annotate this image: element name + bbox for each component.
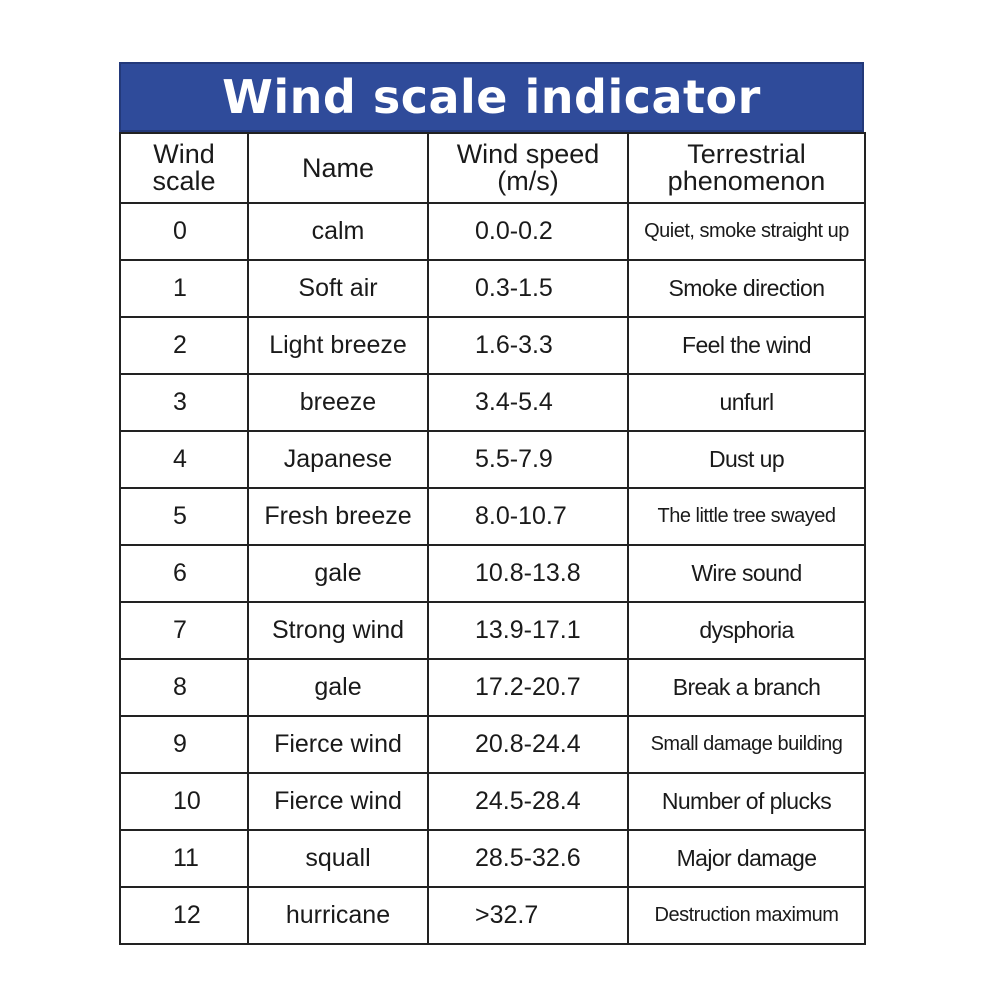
cell-name: calm: [248, 203, 428, 260]
cell-scale: 1: [120, 260, 248, 317]
table-row: [120, 545, 865, 602]
cell-scale: 10: [120, 773, 248, 830]
cell-speed: 0.3-1.5: [428, 260, 628, 317]
cell-name: Light breeze: [248, 317, 428, 374]
cell-phenomenon: Smoke direction: [628, 260, 865, 317]
table-row: [120, 830, 865, 887]
cell-phenomenon: Dust up: [628, 431, 865, 488]
cell-speed: 0.0-0.2: [428, 203, 628, 260]
cell-name: Fierce wind: [248, 773, 428, 830]
cell-phenomenon: Quiet, smoke straight up: [628, 203, 865, 260]
cell-name: breeze: [248, 374, 428, 431]
cell-phenomenon: Feel the wind: [628, 317, 865, 374]
table-row: [120, 488, 865, 545]
cell-scale: 7: [120, 602, 248, 659]
cell-speed: 3.4-5.4: [428, 374, 628, 431]
cell-speed: 13.9-17.1: [428, 602, 628, 659]
cell-speed: 17.2-20.7: [428, 659, 628, 716]
cell-speed: 24.5-28.4: [428, 773, 628, 830]
cell-phenomenon: Small damage building: [628, 716, 865, 773]
cell-phenomenon: Break a branch: [628, 659, 865, 716]
table-row: [120, 659, 865, 716]
cell-name: Japanese: [248, 431, 428, 488]
cell-scale: 0: [120, 203, 248, 260]
cell-scale: 8: [120, 659, 248, 716]
table-row: [120, 374, 865, 431]
cell-name: Soft air: [248, 260, 428, 317]
cell-scale: 2: [120, 317, 248, 374]
cell-scale: 12: [120, 887, 248, 944]
page-title: Wind scale indicator: [222, 70, 761, 124]
cell-name: gale: [248, 545, 428, 602]
title-banner: [119, 62, 864, 132]
cell-phenomenon: Major damage: [628, 830, 865, 887]
cell-name: Strong wind: [248, 602, 428, 659]
table-row: [120, 716, 865, 773]
table-row: [120, 317, 865, 374]
cell-phenomenon: The little tree swayed: [628, 488, 865, 545]
cell-scale: 4: [120, 431, 248, 488]
cell-speed: 5.5-7.9: [428, 431, 628, 488]
cell-name: Fierce wind: [248, 716, 428, 773]
cell-scale: 3: [120, 374, 248, 431]
table-row: [120, 602, 865, 659]
cell-phenomenon: dysphoria: [628, 602, 865, 659]
cell-speed: 28.5-32.6: [428, 830, 628, 887]
cell-speed: 8.0-10.7: [428, 488, 628, 545]
cell-scale: 6: [120, 545, 248, 602]
table-row: [120, 887, 865, 944]
column-header-scale: Wind scale: [120, 133, 248, 203]
cell-scale: 5: [120, 488, 248, 545]
cell-phenomenon: Number of plucks: [628, 773, 865, 830]
table-row: [120, 431, 865, 488]
table-row: [120, 773, 865, 830]
cell-speed: >32.7: [428, 887, 628, 944]
cell-name: Fresh breeze: [248, 488, 428, 545]
cell-name: gale: [248, 659, 428, 716]
wind-scale-card: [119, 62, 864, 945]
wind-scale-table: [119, 132, 866, 945]
cell-speed: 10.8-13.8: [428, 545, 628, 602]
column-header-name: Name: [248, 133, 428, 203]
table-header-row: [120, 133, 865, 203]
table-row: [120, 203, 865, 260]
cell-scale: 9: [120, 716, 248, 773]
cell-scale: 11: [120, 830, 248, 887]
column-header-speed: Wind speed (m/s): [428, 133, 628, 203]
cell-speed: 20.8-24.4: [428, 716, 628, 773]
cell-phenomenon: Wire sound: [628, 545, 865, 602]
cell-speed: 1.6-3.3: [428, 317, 628, 374]
column-header-phenomenon: Terrestrial phenomenon: [628, 133, 865, 203]
cell-phenomenon: unfurl: [628, 374, 865, 431]
cell-phenomenon: Destruction maximum: [628, 887, 865, 944]
table-row: [120, 260, 865, 317]
cell-name: hurricane: [248, 887, 428, 944]
cell-name: squall: [248, 830, 428, 887]
